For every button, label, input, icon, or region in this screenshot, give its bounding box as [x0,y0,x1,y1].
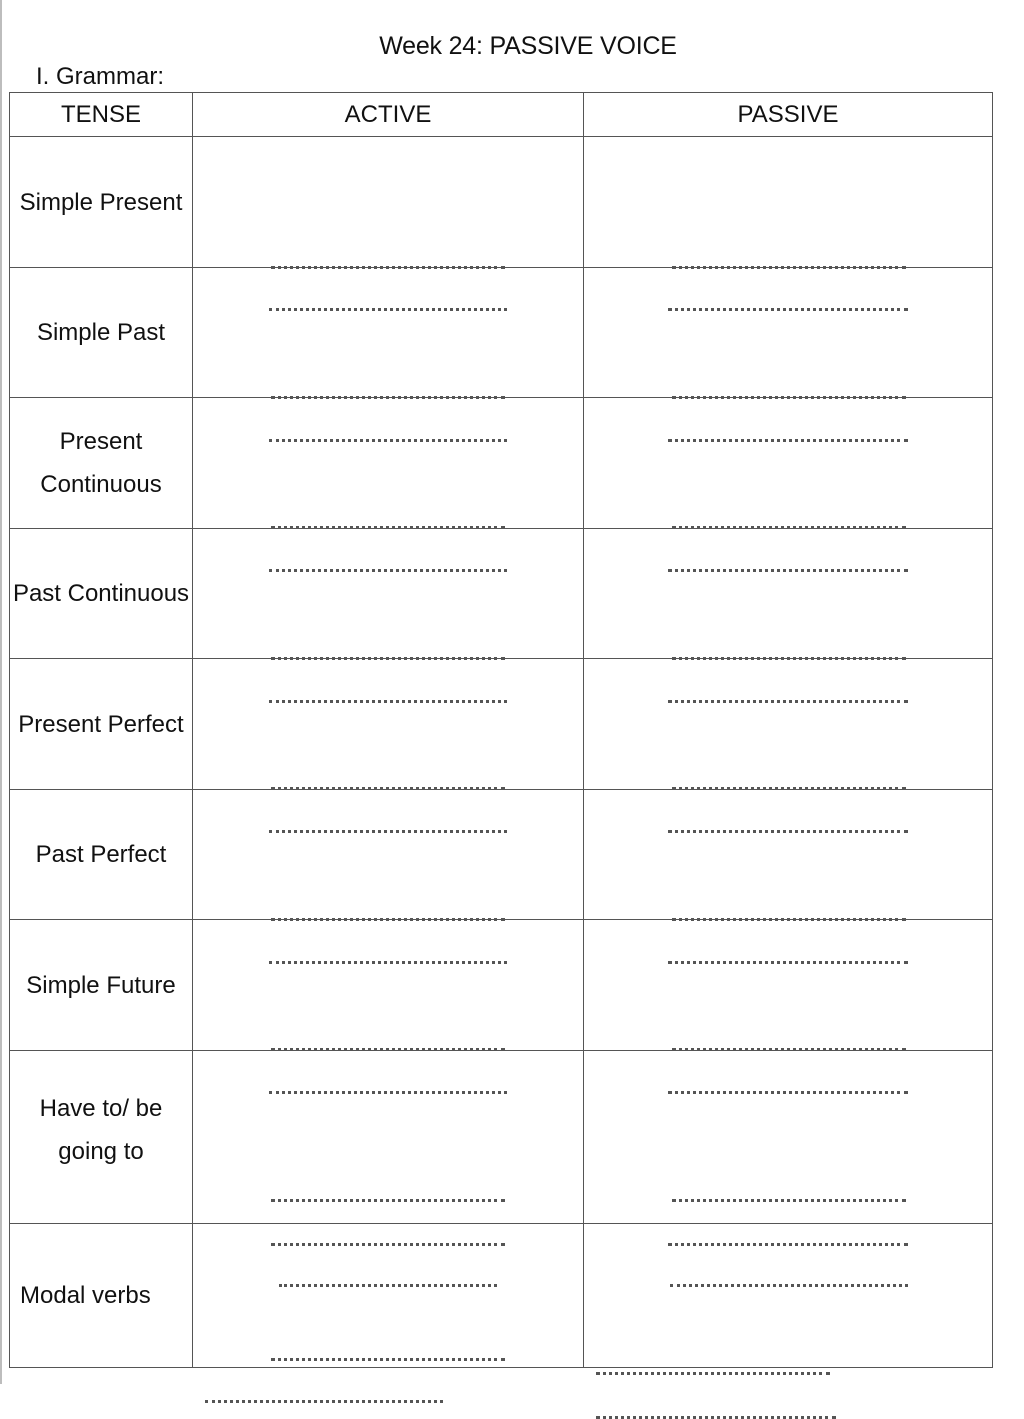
tense-past-perfect: Past Perfect [10,790,193,920]
active-cell [193,659,584,790]
tense-simple-past: Simple Past [10,268,193,398]
tense-simple-present: Simple Present [10,137,193,268]
passive-voice-table [9,92,993,1368]
section-heading: I. Grammar: [36,63,165,90]
table-header-row [10,93,993,137]
tense-present-perfect: Present Perfect [10,659,193,790]
active-cell [193,1224,584,1368]
tense-present-continuous: Present Continuous [10,398,193,529]
table-row [10,1051,993,1224]
active-cell [193,529,584,659]
active-cell [193,790,584,920]
answer-blank[interactable] [271,1358,505,1361]
answer-blank[interactable] [672,1199,906,1202]
passive-cell [584,398,993,529]
active-cell [193,398,584,529]
page-title: Week 24: PASSIVE VOICE [379,32,677,60]
answer-blank[interactable] [596,1416,836,1419]
answer-blank[interactable] [271,1199,505,1202]
table-row [10,920,993,1051]
header-active: ACTIVE [193,93,584,137]
passive-cell [584,529,993,659]
table-row [10,529,993,659]
table-row [10,790,993,920]
table-row [10,659,993,790]
active-cell [193,1051,584,1224]
active-cell [193,137,584,268]
header-tense: TENSE [10,93,193,137]
table-row [10,268,993,398]
answer-blank[interactable] [205,1400,443,1403]
passive-cell [584,137,993,268]
active-cell [193,268,584,398]
page-left-edge [0,0,2,1384]
active-cell [193,920,584,1051]
tense-modal-verbs: Modal verbs [10,1224,193,1368]
passive-cell [584,790,993,920]
passive-cell [584,268,993,398]
answer-blank[interactable] [596,1372,830,1375]
table-row [10,1224,993,1368]
tense-past-continuous: Past Continuous [10,529,193,659]
table-row [10,137,993,268]
passive-cell [584,1224,993,1368]
passive-cell [584,659,993,790]
header-passive: PASSIVE [584,93,993,137]
passive-cell [584,920,993,1051]
table-row [10,398,993,529]
passive-cell [584,1051,993,1224]
tense-simple-future: Simple Future [10,920,193,1051]
tense-have-to-be-going-to: Have to/ be going to [10,1051,193,1224]
